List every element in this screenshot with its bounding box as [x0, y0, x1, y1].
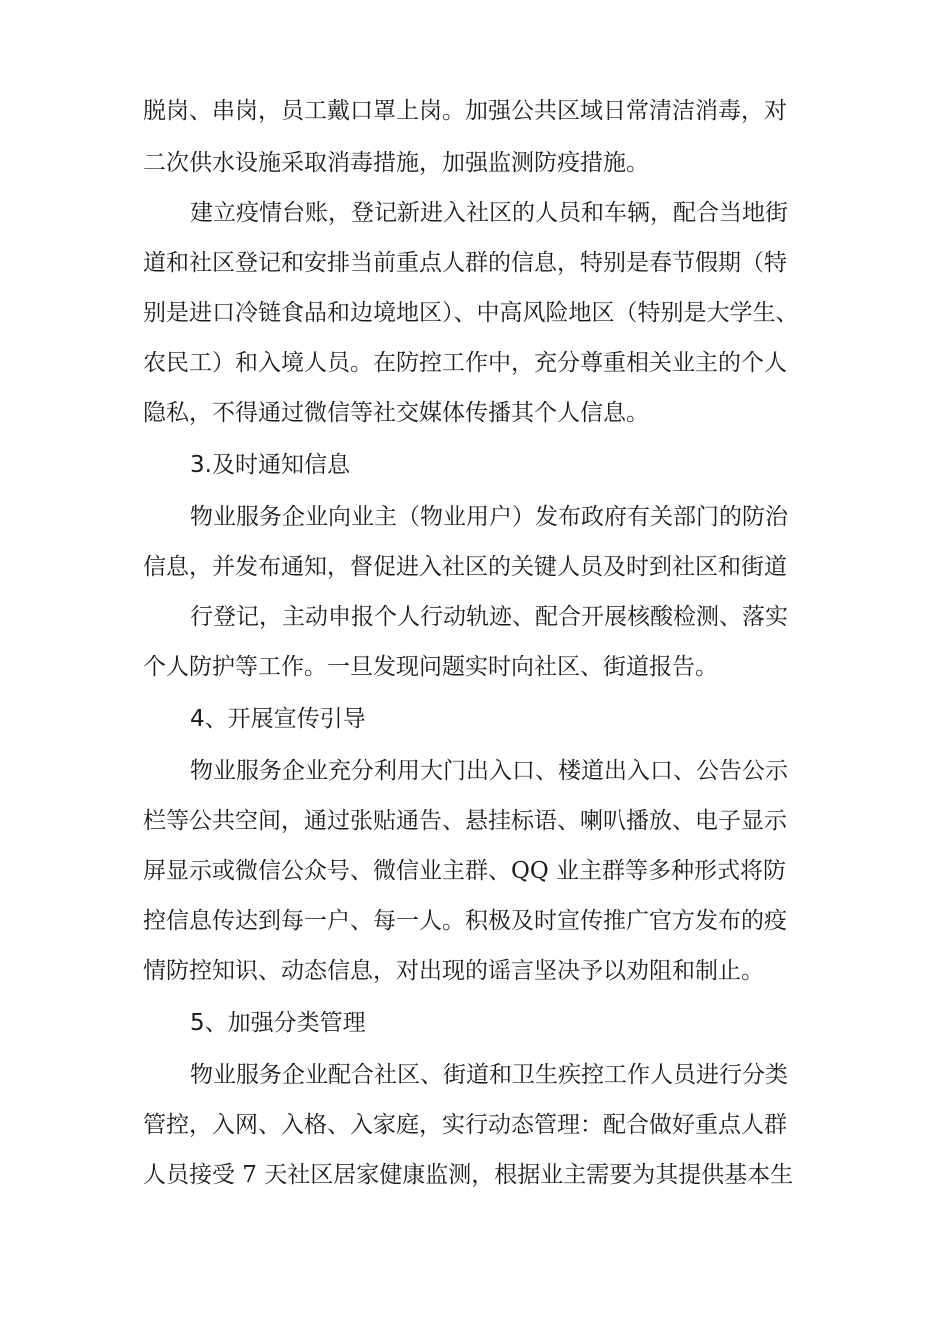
paragraph-line: 个人防护等工作。一旦发现问题实时向社区、街道报告。	[143, 654, 718, 680]
paragraph-line: 控信息传达到每一户、每一人。积极及时宣传推广官方发布的疫	[143, 908, 787, 934]
section-heading: 4、开展宣传引导	[190, 706, 366, 732]
paragraph-line: 道和社区登记和安排当前重点人群的信息，特别是春节假期（特	[143, 250, 787, 276]
paragraph-line: 栏等公共空间，通过张贴通告、悬挂标语、喇叭播放、电子显示	[143, 808, 787, 834]
section-heading: 5、加强分类管理	[190, 1010, 366, 1036]
paragraph-line: 行登记，主动申报个人行动轨迹、配合开展核酸检测、落实	[190, 604, 788, 630]
paragraph-line: 情防控知识、动态信息，对出现的谣言坚决予以劝阻和制止。	[143, 958, 764, 984]
paragraph-line: 脱岗、串岗，员工戴口罩上岗。加强公共区域日常清洁消毒，对	[143, 98, 787, 124]
section-heading: 3.及时通知信息	[190, 452, 350, 478]
paragraph-line: 屏显示或微信公众号、微信业主群、QQ 业主群等多种形式将防	[143, 858, 787, 884]
paragraph-line: 物业服务企业充分利用大门出入口、楼道出入口、公告公示	[190, 758, 788, 784]
paragraph-line: 信息，并发布通知，督促进入社区的关键人员及时到社区和街道	[143, 554, 787, 580]
paragraph-line: 物业服务企业向业主（物业用户）发布政府有关部门的防治	[190, 504, 788, 530]
paragraph-line: 人员接受 7 天社区居家健康监测，根据业主需要为其提供基本生	[143, 1162, 794, 1188]
paragraph-line: 二次供水设施采取消毒措施，加强监测防疫措施。	[143, 150, 649, 176]
paragraph-line: 建立疫情台账，登记新进入社区的人员和车辆，配合当地街	[190, 200, 788, 226]
paragraph-line: 管控，入网、入格、入家庭，实行动态管理：配合做好重点人群	[143, 1112, 787, 1138]
paragraph-line: 隐私，不得通过微信等社交媒体传播其个人信息。	[143, 400, 649, 426]
paragraph-line: 物业服务企业配合社区、街道和卫生疾控工作人员进行分类	[190, 1062, 788, 1088]
paragraph-line: 农民工）和入境人员。在防控工作中，充分尊重相关业主的个人	[143, 350, 787, 376]
paragraph-line: 别是进口冷链食品和边境地区）、中高风险地区（特别是大学生、	[143, 300, 799, 326]
